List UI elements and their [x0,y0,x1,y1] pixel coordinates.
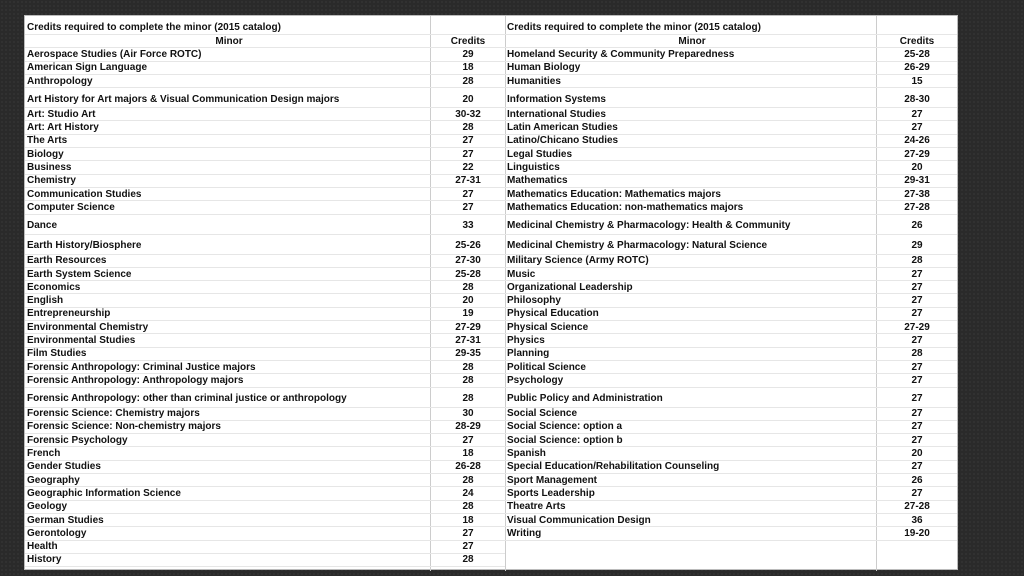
credits-value: 27 [911,268,923,280]
minor-name: Latin American Studies [507,122,618,134]
minor-name: Sport Management [507,474,598,486]
minor-name: The Arts [27,135,68,147]
table-row [25,235,505,255]
table-row [505,408,957,421]
minor-name: Social Science: option a [507,421,623,433]
credits-value: 15 [911,75,923,87]
credits-value: 27-28 [904,501,930,513]
credits-value: 20 [911,162,923,174]
table-row [505,461,957,474]
table-row [25,474,505,487]
table-row [505,487,957,500]
table-row [505,514,957,527]
minor-name: Health [27,541,58,553]
minor-name: Forensic Anthropology: Criminal Justice majors [27,361,256,373]
minor-name: Environmental Chemistry [27,321,149,333]
minor-name: Mathematics Education: Mathematics majors [507,188,721,200]
minor-name: Public Policy and Administration [507,393,663,405]
credits-value: 27 [911,308,923,320]
table-row [25,348,505,361]
credits-value: 27 [911,295,923,307]
table-row [505,148,957,161]
table-row [25,188,505,201]
minor-name: Gender Studies [27,461,101,473]
table-row [25,321,505,334]
credits-value: 26 [911,474,923,486]
credits-value: 28 [462,281,474,293]
table-row [25,294,505,307]
minor-name: Information Systems [507,93,606,105]
minor-name: Sports Leadership [507,487,595,499]
table-row [25,108,505,121]
credits-value: 20 [911,448,923,460]
credits-value: 27 [462,148,474,160]
credits-value: 28-30 [904,93,930,105]
credits-value: 27 [911,374,923,386]
credits-value: 25-28 [904,48,930,60]
table-row [25,541,505,554]
table-row [505,135,957,148]
credits-value: 27 [911,393,923,405]
table-row [505,421,957,434]
credits-value: 19-20 [904,527,930,539]
table-row [505,48,957,61]
table-row [25,461,505,474]
minor-name: Communication Studies [27,188,142,200]
table-row [25,268,505,281]
credits-value: 33 [462,220,474,232]
table-row [25,421,505,434]
credits-value: 27 [911,421,923,433]
table-header-row [505,35,957,48]
minor-name: Forensic Anthropology: Anthropology majors [27,374,244,386]
minor-name: Music [507,268,536,280]
minor-name: Mathematics Education: non-mathematics majors [507,201,744,213]
minor-name: Legal Studies [507,148,573,160]
minor-name: Physical Education [507,308,599,320]
credits-value: 27-29 [904,148,930,160]
table-row [25,527,505,540]
table-title-text: Credits required to complete the minor (2015 catalog) [507,22,761,33]
credits-value: 18 [462,514,474,526]
table-row [505,334,957,347]
credits-value: 27-28 [904,201,930,213]
table-row [505,321,957,334]
table-row [505,361,957,374]
minor-name: Geology [27,501,68,513]
minor-name: Military Science (Army ROTC) [507,255,649,267]
table-row [25,175,505,188]
credits-value: 27-31 [455,334,481,346]
credits-value: 27-29 [455,321,481,333]
credits-value: 27 [911,461,923,473]
table-header-row [25,35,505,48]
credits-value: 27 [462,541,474,553]
table-row [25,374,505,387]
minor-name: Social Science [507,408,578,420]
credits-value: 27 [462,135,474,147]
table-row [505,501,957,514]
credits-value: 28 [462,501,474,513]
credits-value: 27-38 [904,188,930,200]
minor-name: Human Biology [507,62,581,74]
credits-value: 28 [462,122,474,134]
minor-name: Film Studies [27,348,87,360]
table-row [505,108,957,121]
credits-value: 28 [462,393,474,405]
minor-name: Art: Art History [27,122,99,134]
minor-name: Psychology [507,374,564,386]
credits-value: 20 [462,295,474,307]
minor-name: Geographic Information Science [27,487,181,499]
minor-name: Theatre Arts [507,501,566,513]
credits-value: 26-28 [455,461,481,473]
credits-value: 27 [911,408,923,420]
table-row [505,121,957,134]
credits-value: 27-30 [455,255,481,267]
table-title-text: Credits required to complete the minor (2015 catalog) [27,22,281,33]
right-rows [505,48,957,540]
credits-value: 24-26 [904,135,930,147]
table-row [25,201,505,214]
table-row [25,62,505,75]
table-row [505,294,957,307]
credits-value: 36 [911,514,923,526]
minor-name: Chemistry [27,175,76,187]
credits-value: 29 [911,240,923,252]
minor-name: Philosophy [507,295,561,307]
minor-name: German Studies [27,514,104,526]
minor-name: Mathematics [507,175,568,187]
credits-value: 27 [911,434,923,446]
credits-value: 27 [911,361,923,373]
header-minor: Minor [215,35,243,47]
table-row [25,135,505,148]
credits-value: 24 [462,487,474,499]
credits-value: 28-29 [455,421,481,433]
credits-table [24,15,958,570]
table-row [25,487,505,500]
minor-name: Physical Science [507,321,589,333]
minor-name: Medicinal Chemistry & Pharmacology: Natural Science [507,240,768,252]
credits-value: 22 [462,162,474,174]
credits-value: 18 [462,62,474,74]
credits-value: 27 [462,527,474,539]
credits-value: 25-26 [455,240,481,252]
table-row [505,447,957,460]
right-table [505,16,957,541]
credits-value: 28 [911,348,923,360]
credits-value: 29-35 [455,348,481,360]
table-row [25,148,505,161]
minor-name: History [27,554,62,566]
minor-name: Forensic Science: Non-chemistry majors [27,421,221,433]
minor-name: Political Science [507,361,586,373]
minor-name: Linguistics [507,162,560,174]
table-row [505,62,957,75]
minor-name: Forensic Science: Chemistry majors [27,408,200,420]
credits-value: 29-31 [904,175,930,187]
table-title [25,21,505,35]
minor-name: Planning [507,348,550,360]
minor-name: Medicinal Chemistry & Pharmacology: Health & Community [507,220,791,232]
credits-value: 26 [911,220,923,232]
minor-name: Physics [507,334,545,346]
minor-name: Forensic Psychology [27,434,128,446]
table-row [25,554,505,567]
minor-name: Spanish [507,448,546,460]
minor-name: Dance [27,220,58,232]
table-row [505,434,957,447]
table-row [505,388,957,408]
minor-name: Business [27,162,72,174]
credits-value: 27 [911,108,923,120]
credits-value: 27 [911,487,923,499]
table-row [505,235,957,255]
credits-value: 18 [462,448,474,460]
table-row [505,88,957,108]
credits-value: 27-31 [455,175,481,187]
table-row [25,75,505,88]
header-credits: Credits [899,35,935,47]
minor-name: French [27,448,61,460]
minor-name: Art History for Art majors & Visual Communication Design majors [27,93,340,105]
credits-value: 28 [911,255,923,267]
minor-name: English [27,295,64,307]
minor-name: Gerontology [27,527,87,539]
left-rows [25,48,505,567]
table-row [25,215,505,235]
credits-value: 27 [462,201,474,213]
header-minor: Minor [678,35,706,47]
table-row [505,268,957,281]
credits-value: 27 [911,334,923,346]
credits-value: 28 [462,554,474,566]
credits-value: 29 [462,48,474,60]
table-row [25,434,505,447]
minor-name: Earth System Science [27,268,132,280]
table-row [25,88,505,108]
minor-name: American Sign Language [27,62,148,74]
minor-name: Geography [27,474,80,486]
credits-value: 28 [462,474,474,486]
header-credits: Credits [450,35,486,47]
table-row [505,161,957,174]
table-row [25,388,505,408]
table-row [505,255,957,268]
credits-value: 27 [911,281,923,293]
table-row [505,281,957,294]
table-row [505,527,957,540]
table-row [505,374,957,387]
table-row [25,501,505,514]
minor-name: Humanities [507,75,561,87]
minor-name: Earth History/Biosphere [27,240,142,252]
table-row [505,175,957,188]
table-row [25,447,505,460]
table-row [505,348,957,361]
table-row [25,281,505,294]
table-title [505,21,957,35]
table-row [505,188,957,201]
credits-value: 27-29 [904,321,930,333]
table-row [25,334,505,347]
minor-name: Biology [27,148,64,160]
table-row [505,474,957,487]
table-row [505,201,957,214]
credits-value: 28 [462,75,474,87]
minor-name: Organizational Leadership [507,281,633,293]
table-row [25,121,505,134]
credits-value: 25-28 [455,268,481,280]
minor-name: Economics [27,281,81,293]
table-row [505,308,957,321]
minor-name: Entrepreneurship [27,308,111,320]
credits-value: 26-29 [904,62,930,74]
credits-value: 19 [462,308,474,320]
minor-name: Writing [507,527,542,539]
minor-name: Anthropology [27,75,93,87]
minor-name: Forensic Anthropology: other than criminal justice or anthropology [27,393,347,405]
credits-value: 27 [911,122,923,134]
minor-name: Art: Studio Art [27,108,96,120]
minor-name: Computer Science [27,201,115,213]
minor-name: Earth Resources [27,255,107,267]
table-row [505,215,957,235]
table-row [25,308,505,321]
table-row [25,361,505,374]
table-row [25,48,505,61]
credits-value: 27 [462,188,474,200]
minor-name: International Studies [507,108,606,120]
credits-value: 20 [462,93,474,105]
table-row [25,408,505,421]
credits-value: 30 [462,408,474,420]
table-row [25,161,505,174]
minor-name: Social Science: option b [507,434,623,446]
minor-name: Aerospace Studies (Air Force ROTC) [27,48,202,60]
minor-name: Special Education/Rehabilitation Counseling [507,461,720,473]
table-row [25,255,505,268]
table-row [505,75,957,88]
minor-name: Visual Communication Design [507,514,651,526]
minor-name: Homeland Security & Community Preparedness [507,48,735,60]
table-row [25,514,505,527]
credits-value: 28 [462,361,474,373]
credits-value: 27 [462,434,474,446]
credits-value: 30-32 [455,108,481,120]
minor-name: Environmental Studies [27,334,136,346]
credits-value: 28 [462,374,474,386]
minor-name: Latino/Chicano Studies [507,135,619,147]
left-table [25,16,505,567]
